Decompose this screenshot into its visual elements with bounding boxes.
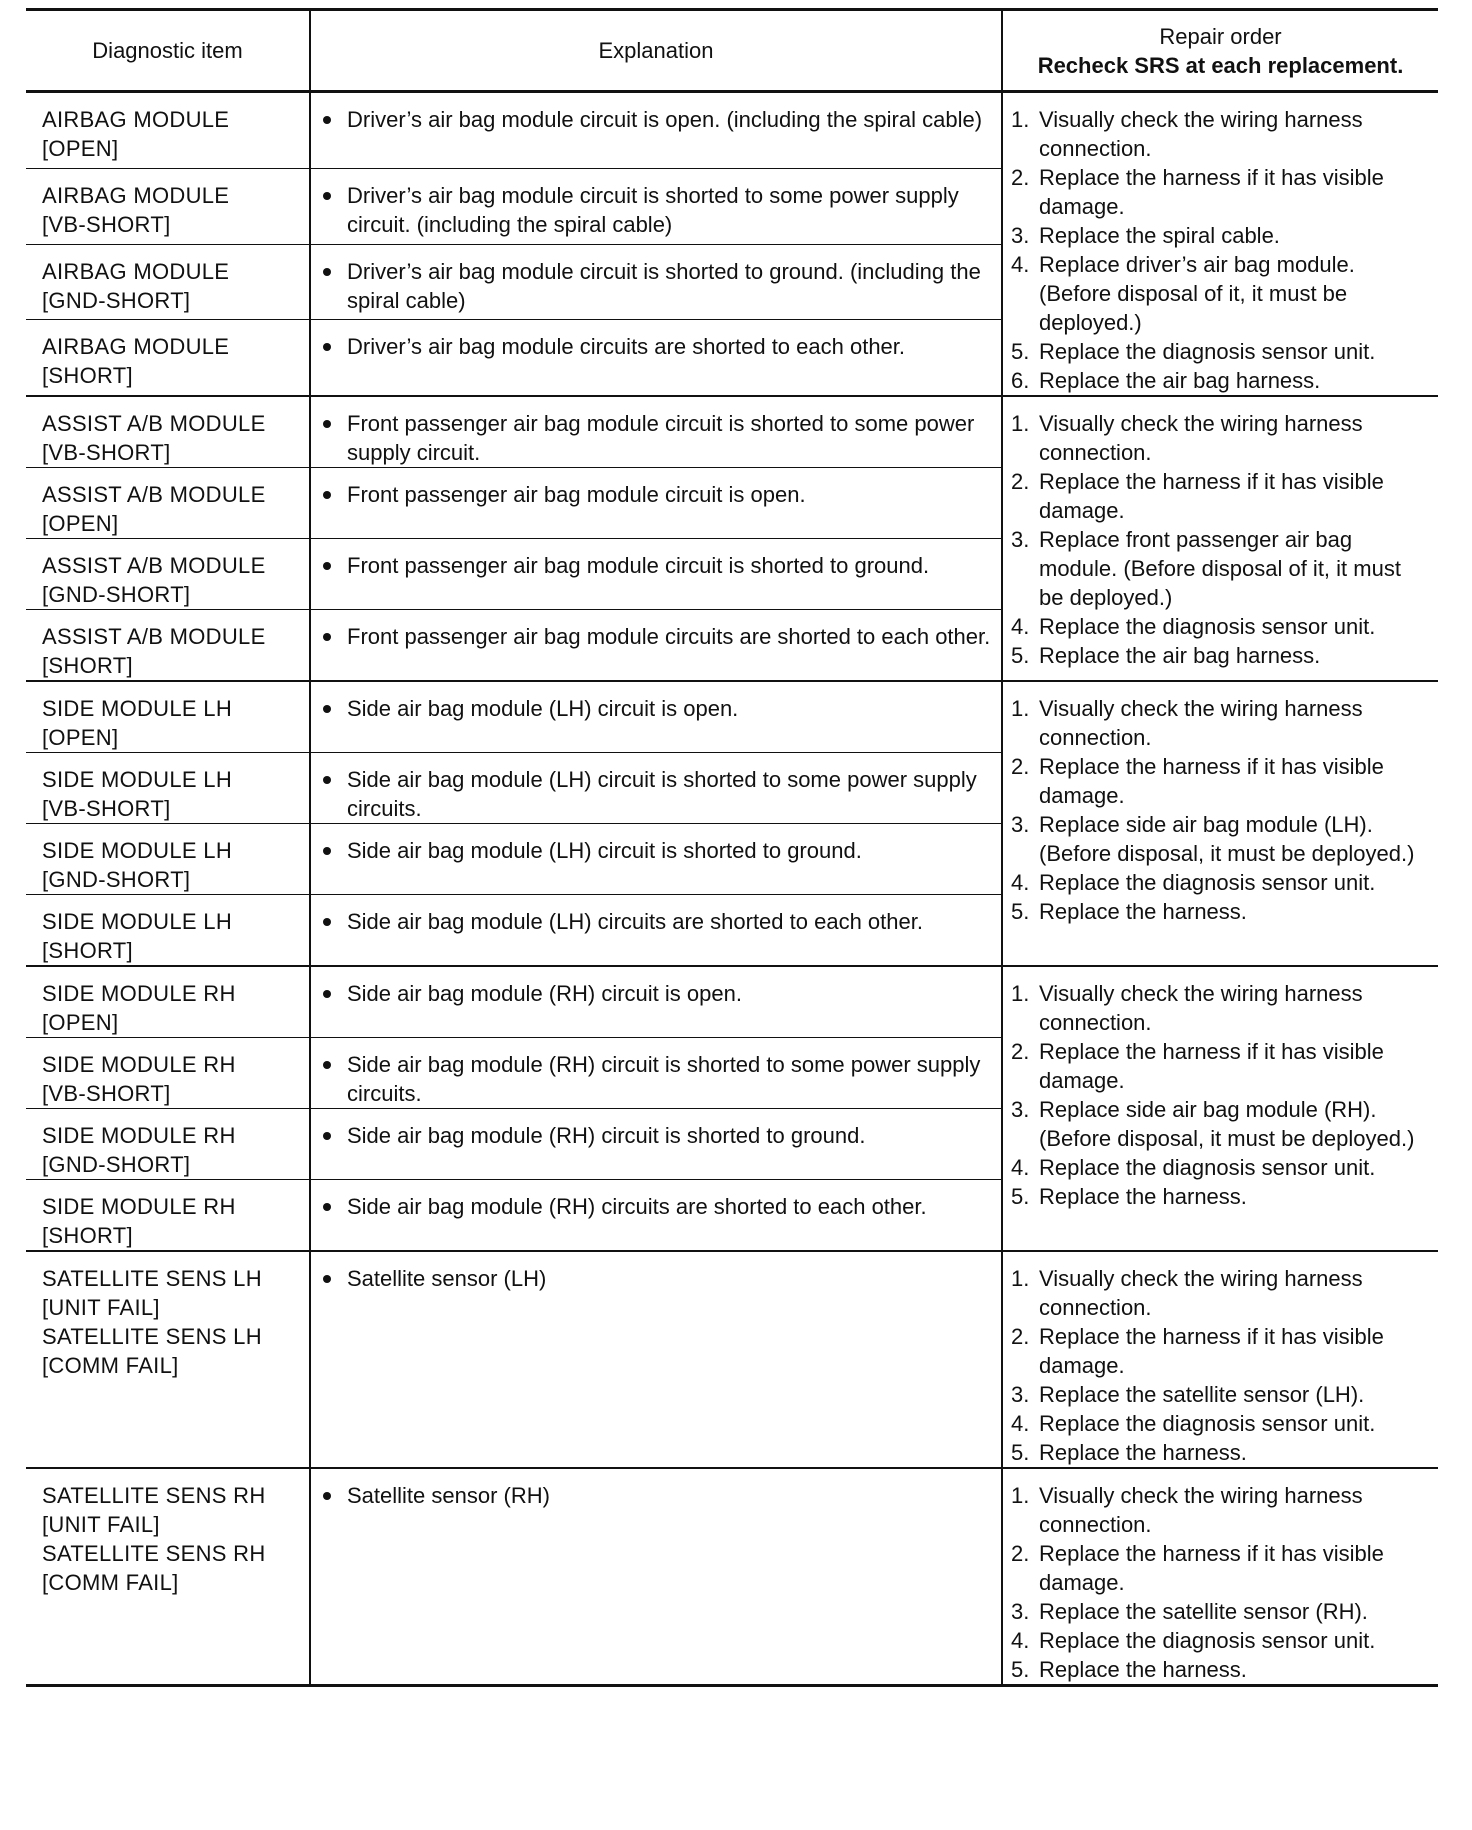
diagnostic-item-cell [26,168,310,244]
diagnostic-item-line: [GND-SHORT] [42,867,191,892]
explanation-cell [310,468,1002,539]
diagnostic-item-cell [26,1038,310,1109]
header-diagnostic-item: Diagnostic item [26,10,310,92]
explanation-cell [310,1251,1002,1468]
explanation-bullet [321,1192,993,1221]
repair-step-text: Visually check the wiring harness connection. [1039,696,1363,750]
repair-step [1011,1182,1430,1211]
diagnostic-item-line: [SHORT] [42,653,133,678]
diagnostic-item-line: [VB-SHORT] [42,211,171,237]
repair-step [1011,250,1430,337]
explanation-cell [310,1468,1002,1686]
repair-step-text: Replace the spiral cable. [1039,223,1280,248]
explanation-cell [310,753,1002,824]
explanation-cell [310,168,1002,244]
header-explanation: Explanation [310,10,1002,92]
diagnostic-item-line: [GND-SHORT] [42,582,191,607]
table-row [26,1468,1438,1686]
diagnostic-item-line: AIRBAG MODULE [42,182,230,208]
diagnostic-item-cell [26,1109,310,1180]
table-row [26,1251,1438,1468]
table-body [26,92,1438,1686]
diagnostic-item-line: [COMM FAIL] [42,1353,179,1378]
explanation-cell [310,1180,1002,1252]
explanation-bullet [321,105,993,134]
bullet-icon [321,765,347,823]
header-repair-note: Recheck SRS at each replacement. [1037,52,1404,78]
bullet-icon [321,979,347,1008]
diagnostic-item-line: [VB-SHORT] [42,440,171,465]
explanation-bullet [321,257,993,315]
bullet-icon [321,1050,347,1108]
repair-step-text: Replace the diagnosis sensor unit. [1039,1155,1376,1180]
bullet-icon [321,1264,347,1293]
diagnostic-table [26,8,1438,1687]
explanation-bullet [321,1264,993,1293]
repair-steps [1011,409,1430,670]
diagnostic-item-line: [OPEN] [42,1010,119,1035]
diagnostic-item-cell [26,966,310,1038]
explanation-text: Satellite sensor (RH) [347,1483,550,1508]
diagnostic-item-line: AIRBAG MODULE [42,334,230,360]
repair-step-number: 4. [1011,870,1030,895]
diagnostic-item-line: [OPEN] [42,725,119,750]
repair-step-number: 5. [1011,339,1030,364]
repair-step-text: Replace the air bag harness. [1039,643,1321,668]
repair-step-number: 2. [1011,165,1030,190]
repair-step-text: Replace the diagnosis sensor unit. [1039,339,1376,364]
repair-step-number: 4. [1011,614,1030,639]
repair-step [1011,868,1430,897]
diagnostic-item-line: SIDE MODULE LH [42,909,233,934]
repair-step-number: 4. [1011,1628,1030,1653]
repair-step-text: Visually check the wiring harness connection. [1039,411,1363,465]
diagnostic-item-line: SIDE MODULE RH [42,1052,236,1077]
explanation-text: Side air bag module (LH) circuit is shorted to some power supply circuits. [347,767,977,821]
repair-step [1011,752,1430,810]
repair-steps [1011,694,1430,926]
explanation-text: Side air bag module (LH) circuit is shorted to ground. [347,838,862,863]
repair-step-number: 2. [1011,1324,1030,1349]
repair-order-cell [1002,396,1438,681]
repair-step [1011,221,1430,250]
bullet-icon [321,907,347,936]
bullet-icon [321,480,347,509]
repair-step-text: Visually check the wiring harness connection. [1039,981,1363,1035]
repair-step [1011,1539,1430,1597]
repair-step-number: 5. [1011,1184,1030,1209]
diagnostic-item-line: [OPEN] [42,136,119,161]
diagnostic-item-line: [COMM FAIL] [42,1570,179,1595]
repair-steps [1011,1481,1430,1684]
explanation-cell [310,966,1002,1038]
diagnostic-item-line: ASSIST A/B MODULE [42,482,266,507]
table-row [26,92,1438,169]
diagnostic-item-line: SATELLITE SENS LH [42,1266,262,1291]
repair-step [1011,810,1430,868]
explanation-text: Side air bag module (RH) circuit is shorted to ground. [347,1123,866,1148]
repair-step-number: 2. [1011,469,1030,494]
explanation-text: Side air bag module (RH) circuit is shorted to some power supply circuits. [347,1052,981,1106]
bullet-icon [321,257,347,315]
repair-step-text: Replace the harness if it has visible damage. [1039,1324,1384,1378]
repair-step-number: 3. [1011,1097,1030,1122]
repair-step [1011,1322,1430,1380]
repair-step [1011,1655,1430,1684]
diagnostic-item-cell [26,824,310,895]
repair-step-text: Replace the satellite sensor (RH). [1039,1599,1368,1624]
explanation-bullet [321,622,993,651]
repair-step-number: 3. [1011,1382,1030,1407]
diagnostic-item-line: [GND-SHORT] [42,287,191,313]
table-row [26,966,1438,1038]
repair-step [1011,1481,1430,1539]
diagnostic-item-cell [26,1251,310,1468]
repair-step-number: 5. [1011,899,1030,924]
diagnostic-item-line: [SHORT] [42,363,133,389]
explanation-cell [310,244,1002,320]
repair-step-number: 2. [1011,754,1030,779]
repair-step-number: 1. [1011,696,1030,721]
repair-step [1011,366,1430,395]
repair-step [1011,897,1430,926]
diagnostic-item-cell [26,244,310,320]
repair-step [1011,694,1430,752]
diagnostic-item-line: AIRBAG MODULE [42,258,230,284]
diagnostic-item-line: SIDE MODULE LH [42,696,233,721]
repair-step-text: Replace the harness. [1039,1440,1247,1465]
explanation-cell [310,396,1002,468]
repair-step-number: 1. [1011,981,1030,1006]
diagnostic-item-line: SIDE MODULE RH [42,1194,236,1219]
repair-step-number: 4. [1011,252,1030,277]
repair-step-number: 5. [1011,643,1030,668]
repair-step [1011,1153,1430,1182]
explanation-cell [310,320,1002,396]
explanation-cell [310,539,1002,610]
explanation-bullet [321,332,993,361]
repair-step-number: 4. [1011,1155,1030,1180]
diagnostic-item-cell [26,895,310,967]
repair-step-text: Replace the diagnosis sensor unit. [1039,1628,1376,1653]
explanation-text: Front passenger air bag module circuit is shorted to some power supply circuit. [347,411,975,465]
repair-step [1011,1438,1430,1467]
repair-step-text: Visually check the wiring harness connection. [1039,1483,1363,1537]
diagnostic-item-line: [UNIT FAIL] [42,1512,160,1537]
repair-step-number: 1. [1011,1483,1030,1508]
explanation-bullet [321,1121,993,1150]
repair-step-text: Replace the harness. [1039,1657,1247,1682]
explanation-bullet [321,409,993,467]
repair-step-text: Replace front passenger air bag module. (Before disposal of it, it must be deployed.) [1039,527,1401,610]
diagnostic-item-line: [OPEN] [42,511,119,536]
repair-steps [1011,105,1430,395]
diagnostic-item-cell [26,1180,310,1252]
diagnostic-item-line: ASSIST A/B MODULE [42,553,266,578]
diagnostic-item-cell [26,753,310,824]
repair-step [1011,105,1430,163]
bullet-icon [321,105,347,134]
explanation-bullet [321,979,993,1008]
repair-step-number: 3. [1011,223,1030,248]
repair-steps [1011,979,1430,1211]
repair-order-cell [1002,681,1438,966]
explanation-text: Side air bag module (LH) circuits are shorted to each other. [347,909,923,934]
explanation-bullet [321,1050,993,1108]
repair-step [1011,612,1430,641]
diagnostic-item-line: [VB-SHORT] [42,1081,171,1106]
explanation-cell [310,92,1002,169]
bullet-icon [321,332,347,361]
repair-step-text: Replace the diagnosis sensor unit. [1039,614,1376,639]
repair-step [1011,1095,1430,1153]
explanation-text: Front passenger air bag module circuits are shorted to each other. [347,624,991,649]
repair-step-text: Replace the satellite sensor (LH). [1039,1382,1365,1407]
repair-step [1011,525,1430,612]
repair-step-text: Replace the harness if it has visible damage. [1039,1541,1384,1595]
diagnostic-item-line: [SHORT] [42,938,133,963]
repair-step-text: Replace the harness if it has visible damage. [1039,165,1384,219]
explanation-bullet [321,1481,993,1510]
diagnostic-table-page [26,8,1438,1801]
repair-step-number: 3. [1011,1599,1030,1624]
repair-order-cell [1002,966,1438,1251]
explanation-text: Driver’s air bag module circuit is shorted to some power supply circuit. (including the spiral cable) [347,182,959,237]
diagnostic-item-line: SATELLITE SENS RH [42,1541,266,1566]
explanation-text: Driver’s air bag module circuit is shorted to ground. (including the spiral cable) [347,258,981,313]
diagnostic-item-line: ASSIST A/B MODULE [42,411,266,436]
repair-step-text: Replace the harness if it has visible damage. [1039,1039,1384,1093]
repair-step [1011,979,1430,1037]
header-repair-order [1002,10,1438,92]
diagnostic-item-line: AIRBAG MODULE [42,107,230,132]
diagnostic-item-cell [26,468,310,539]
repair-step [1011,641,1430,670]
repair-step-text: Replace the harness. [1039,899,1247,924]
explanation-cell [310,681,1002,753]
explanation-cell [310,1109,1002,1180]
header-row [26,10,1438,92]
repair-step-text: Replace driver’s air bag module. (Before disposal of it, it must be deployed.) [1039,252,1355,335]
repair-step-number: 3. [1011,812,1030,837]
diagnostic-item-line: SIDE MODULE RH [42,981,236,1006]
repair-step-number: 6. [1011,368,1030,393]
repair-step-number: 2. [1011,1541,1030,1566]
repair-step-number: 1. [1011,1266,1030,1291]
bullet-icon [321,1481,347,1510]
diagnostic-item-cell [26,396,310,468]
explanation-cell [310,1038,1002,1109]
explanation-cell [310,610,1002,682]
repair-step-text: Replace the diagnosis sensor unit. [1039,870,1376,895]
bullet-icon [321,1192,347,1221]
explanation-bullet [321,480,993,509]
repair-step [1011,467,1430,525]
diagnostic-item-line: ASSIST A/B MODULE [42,624,266,649]
diagnostic-item-cell [26,610,310,682]
diagnostic-item-cell [26,1468,310,1686]
diagnostic-item-line: SIDE MODULE RH [42,1123,236,1148]
explanation-text: Side air bag module (LH) circuit is open. [347,696,739,721]
repair-step [1011,1037,1430,1095]
explanation-text: Front passenger air bag module circuit is shorted to ground. [347,553,930,578]
repair-step [1011,1264,1430,1322]
header-repair-title: Repair order [1159,23,1282,49]
table-row [26,681,1438,753]
table-row [26,396,1438,468]
repair-step-number: 2. [1011,1039,1030,1064]
repair-step-number: 5. [1011,1657,1030,1682]
repair-step [1011,1380,1430,1409]
diagnostic-item-cell [26,681,310,753]
repair-step-number: 1. [1011,107,1030,132]
bullet-icon [321,181,347,239]
diagnostic-item-cell [26,320,310,396]
repair-step [1011,409,1430,467]
repair-step-text: Replace the diagnosis sensor unit. [1039,1411,1376,1436]
explanation-text: Driver’s air bag module circuits are shorted to each other. [347,334,906,360]
bullet-icon [321,409,347,467]
repair-order-cell [1002,1468,1438,1686]
repair-step-text: Replace the air bag harness. [1039,368,1321,393]
repair-order-cell [1002,1251,1438,1468]
diagnostic-item-cell [26,539,310,610]
diagnostic-item-line: SIDE MODULE LH [42,838,233,863]
explanation-text: Driver’s air bag module circuit is open. (including the spiral cable) [347,107,983,132]
repair-step-number: 1. [1011,411,1030,436]
repair-step-number: 4. [1011,1411,1030,1436]
repair-step [1011,1597,1430,1626]
repair-step-text: Replace the harness if it has visible damage. [1039,754,1384,808]
bullet-icon [321,1121,347,1150]
explanation-bullet [321,907,993,936]
repair-step [1011,337,1430,366]
repair-step-text: Replace side air bag module (LH). (Before disposal, it must be deployed.) [1039,812,1415,866]
diagnostic-item-cell [26,92,310,169]
repair-step-text: Replace the harness. [1039,1184,1247,1209]
repair-step-text: Replace side air bag module (RH). (Before disposal, it must be deployed.) [1039,1097,1415,1151]
bullet-icon [321,551,347,580]
bullet-icon [321,622,347,651]
explanation-text: Satellite sensor (LH) [347,1266,547,1291]
diagnostic-item-line: SATELLITE SENS LH [42,1324,262,1349]
diagnostic-item-line: [VB-SHORT] [42,796,171,821]
diagnostic-item-line: [UNIT FAIL] [42,1295,160,1320]
diagnostic-item-line: [GND-SHORT] [42,1152,191,1177]
explanation-text: Side air bag module (RH) circuit is open. [347,981,742,1006]
explanation-cell [310,895,1002,967]
diagnostic-item-line: [SHORT] [42,1223,133,1248]
repair-step [1011,1626,1430,1655]
bullet-icon [321,836,347,865]
explanation-bullet [321,765,993,823]
repair-order-cell [1002,92,1438,397]
repair-step-text: Visually check the wiring harness connection. [1039,107,1363,161]
explanation-text: Side air bag module (RH) circuits are shorted to each other. [347,1194,927,1219]
explanation-cell [310,824,1002,895]
repair-step-number: 3. [1011,527,1030,552]
diagnostic-item-line: SIDE MODULE LH [42,767,233,792]
explanation-bullet [321,181,993,239]
repair-step [1011,163,1430,221]
repair-step-number: 5. [1011,1440,1030,1465]
repair-step-text: Replace the harness if it has visible damage. [1039,469,1384,523]
explanation-text: Front passenger air bag module circuit is open. [347,482,806,507]
explanation-bullet [321,694,993,723]
repair-step [1011,1409,1430,1438]
explanation-bullet [321,551,993,580]
bullet-icon [321,694,347,723]
explanation-bullet [321,836,993,865]
repair-step-text: Visually check the wiring harness connection. [1039,1266,1363,1320]
diagnostic-item-line: SATELLITE SENS RH [42,1483,266,1508]
repair-steps [1011,1264,1430,1467]
